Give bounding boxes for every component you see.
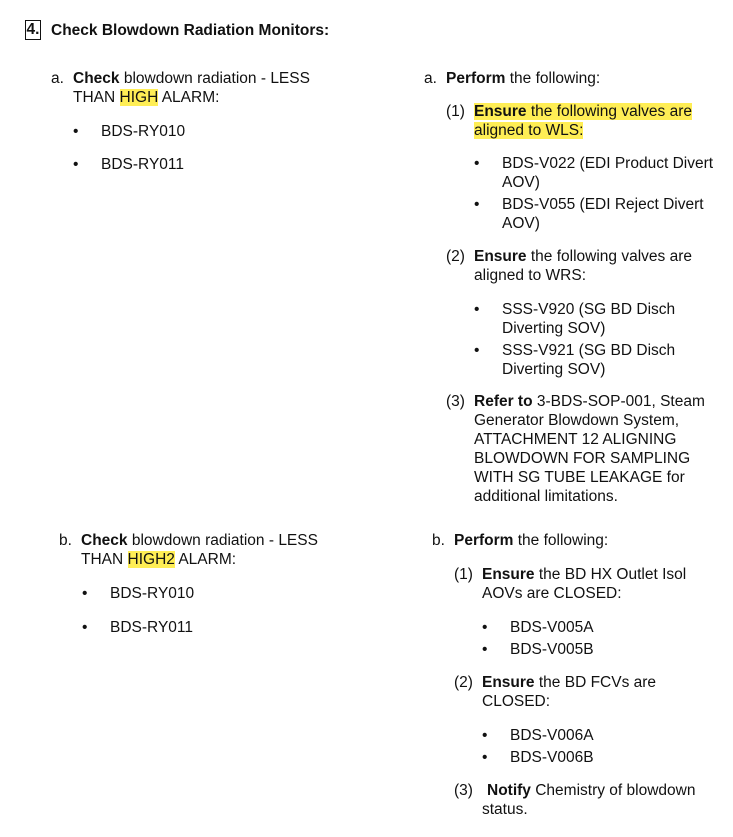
a-right-label: a. (424, 70, 437, 87)
b-right-label: b. (432, 532, 445, 549)
b-right-sub3-body: Chemistry of blowdown status. (482, 782, 696, 818)
a-left-highlight: HIGH (119, 89, 159, 106)
a-left-verb: Check (73, 70, 120, 87)
a-left-text-after: ALARM: (161, 89, 220, 106)
a-right-sub2-num: (2) (446, 248, 465, 265)
a-right-text: the following: (509, 70, 601, 87)
b-right-sub2-item: • BDS-V006B (510, 748, 594, 767)
a-right-sub3-text (474, 392, 724, 506)
b-right-sub1-body: the BD HX Outlet Isol AOVs are CLOSED: (482, 566, 687, 602)
b-left-highlight: HIGH2 (127, 551, 175, 568)
a-left-text-before: blowdown radiation - LESS THAN (73, 70, 310, 106)
b-left-verb: Check (81, 532, 128, 549)
a-right-verb: Perform (446, 70, 506, 87)
b-right-sub1-verb: Ensure (482, 566, 535, 583)
a-right-sub1-num: (1) (446, 103, 465, 120)
a-right-sub3-body: 3-BDS-SOP-001, Steam Generator Blowdown System, ATTACHMENT 12 ALIGNING BLOWDOWN FOR SAMPLING WITH SG TUBE LEAKAGE for additional limitations. (474, 393, 705, 505)
b-right-text: the following: (517, 532, 609, 549)
a-right-sub1-item: • BDS-V055 (EDI Reject Divert AOV) (502, 195, 724, 233)
b-right-sub2-num: (2) (454, 674, 473, 691)
a-right-sub3-num: (3) (446, 393, 465, 410)
b-right-verb: Perform (454, 532, 514, 549)
a-right-sub1-body: the following valves are aligned to WLS: (474, 103, 692, 139)
b-right-instruction (454, 531, 608, 550)
b-right-sub1-item: • BDS-V005A (510, 618, 594, 637)
a-right-sub1-item: • BDS-V022 (EDI Product Divert AOV) (502, 154, 724, 192)
b-left-text-before: blowdown radiation - LESS THAN (81, 532, 318, 568)
b-right-sub1-text (482, 565, 707, 603)
b-left-item: • BDS-RY010 (110, 584, 194, 603)
a-right-sub2-text (474, 247, 709, 285)
a-left-item: • BDS-RY010 (101, 122, 185, 141)
b-right-sub1-item: • BDS-V005B (510, 640, 594, 659)
a-right-sub1-verb: Ensure (474, 103, 527, 120)
a-right-sub3-verb: Refer to (474, 393, 533, 410)
b-left-text-after: ALARM: (178, 551, 237, 568)
a-right-sub1-text (474, 102, 706, 140)
b-right-sub2-text (482, 673, 682, 711)
b-left-label: b. (59, 532, 72, 549)
b-left-item: • BDS-RY011 (110, 618, 193, 637)
b-right-sub3-text (482, 781, 717, 819)
b-right-sub3-num: (3) (454, 782, 473, 799)
a-left-label: a. (51, 70, 64, 87)
a-left-instruction (73, 69, 343, 107)
a-right-sub2-item: • SSS-V921 (SG BD Disch Diverting SOV) (502, 341, 702, 379)
b-right-sub2-verb: Ensure (482, 674, 535, 691)
b-right-sub2-body: the BD FCVs are CLOSED: (482, 674, 657, 710)
a-right-sub2-item: • SSS-V920 (SG BD Disch Diverting SOV) (502, 300, 702, 338)
b-right-sub1-num: (1) (454, 566, 473, 583)
step-number: 4. (26, 21, 40, 38)
step-title: Check Blowdown Radiation Monitors: (51, 22, 330, 39)
b-right-sub2-item: • BDS-V006A (510, 726, 594, 745)
a-right-sub2-body: the following valves are aligned to WRS: (474, 248, 692, 284)
a-right-instruction (446, 69, 600, 88)
a-right-sub2-verb: Ensure (474, 248, 527, 265)
b-right-sub3-verb: Notify (487, 782, 531, 799)
b-left-instruction (81, 531, 351, 569)
a-left-item: • BDS-RY011 (101, 155, 184, 174)
